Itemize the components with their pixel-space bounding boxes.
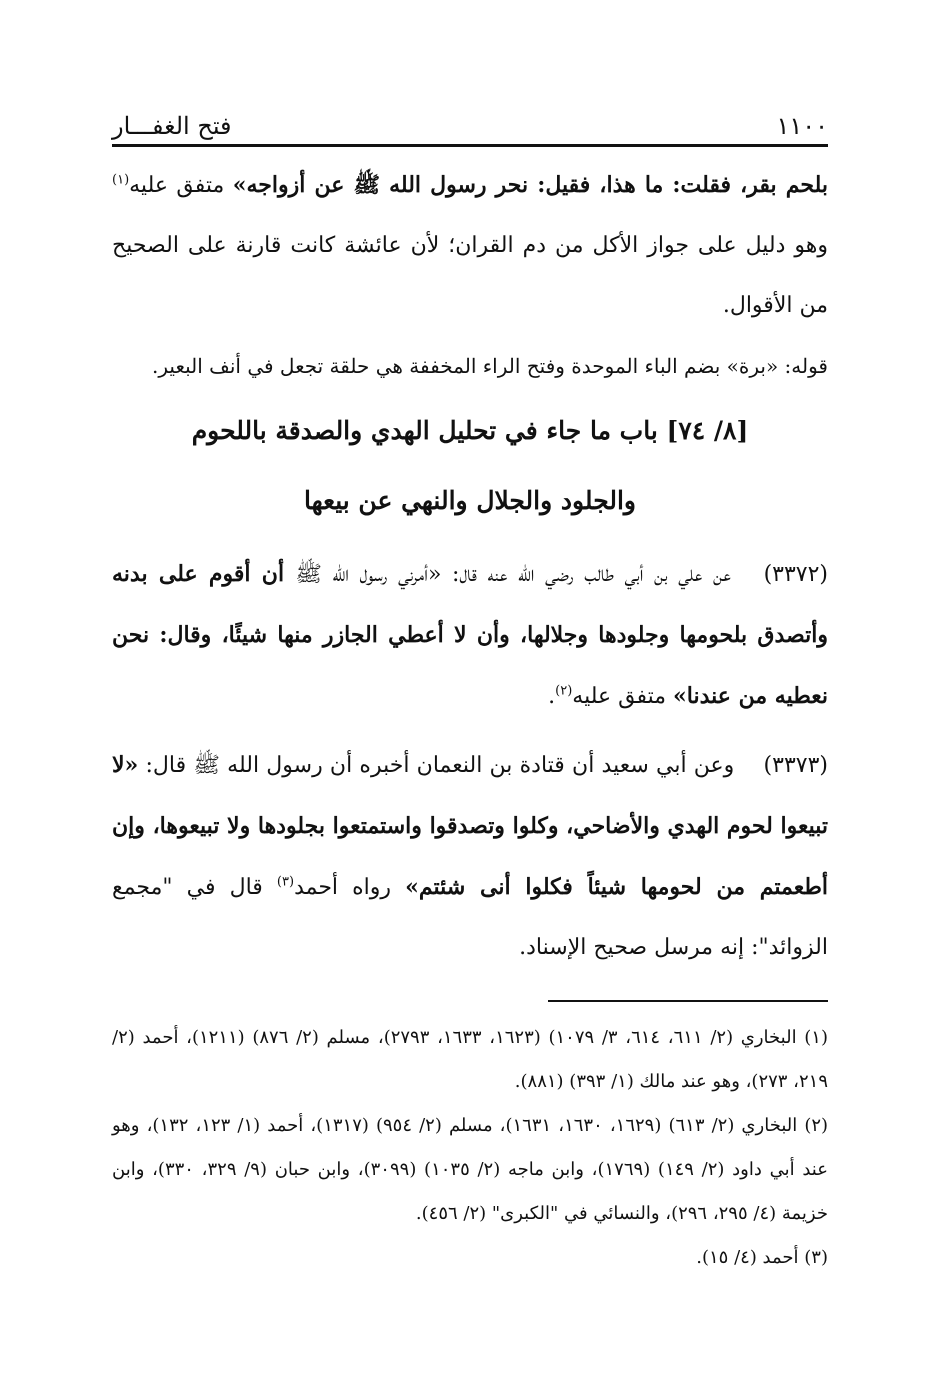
hadith-number: (٣٣٧٢): [763, 562, 829, 587]
hadith-intro: وعن أبي سعيد أن قتادة بن النعمان أخبره أن رسول الله ﷺ قال:: [138, 753, 735, 778]
chapter-heading-line-2: والجلود والجلال والنهي عن بيعها: [304, 486, 636, 515]
hadith-text: أن أقوم على بدنه وأتصدق بلحومها وجلودها وجلالها، وأن لا أعطي الجازر منها شيئًا، وقال: نحن نعطيه من عندنا»: [112, 561, 828, 709]
book-title: فتح الغفـــار: [112, 112, 232, 140]
commentary-text: قال في "مجمع الزوائد": إنه مرسل صحيح الإسناد.: [112, 875, 828, 960]
hadith-number: (٣٣٧٣): [763, 753, 828, 778]
footnote-ref-2: (٢): [555, 683, 573, 699]
footnote-2: (٢) البخاري (٢/ ٦١٣) (١٦٢٩، ١٦٣٠، ١٦٣١)، مسلم (٢/ ٩٥٤) (١٣١٧)، أحمد (١/ ١٢٣، ١٣٢)، وهو عند أبي داود (٢/ ١٤٩) (١٧٦٩)، وابن ماجه (٢/ ١٠٣٥) (٣٠٩٩)، وابن حبان (٩/ ٣٢٩، ٣٣٠)، وابن خزيمة (٤/ ٢٩٥، ٢٩٦)، والنسائي في "الكبرى" (٢/ ٤٥٦).: [112, 1115, 829, 1224]
document-page: [112, 100, 828, 1280]
page-header: [112, 100, 828, 147]
footnote-ref-1: (١): [112, 172, 130, 188]
chapter-heading-line-1: [٨/ ٧٤] باب ما جاء في تحليل الهدي والصدقة باللحوم: [191, 416, 749, 445]
source-text: رواه أحمد: [294, 875, 406, 900]
hadith-3373: [112, 735, 828, 978]
footnote-1: (١) البخاري (٢/ ٦١١، ٦١٤، ٣/ ١٠٧٩) (١٦٢٣، ١٦٣٣، ٢٧٩٣)، مسلم (٢/ ٨٧٦) (١٢١١)، أحمد (٢/ ٢١٩، ٢٧٣)، وهو عند مالك (١/ ٣٩٣) (٨٨١).: [112, 1027, 828, 1092]
page-number: ١١٠٠: [776, 112, 828, 140]
footnotes: [112, 1016, 828, 1280]
footnote-3: (٣) أحمد (٤/ ١٥).: [696, 1247, 828, 1268]
footnote-separator: [548, 1000, 828, 1002]
chapter-heading: [112, 396, 828, 536]
hadith-intro: عن علي بن أبي طالب رضي الله عنه قال: «أمرني رسول الله ﷺ: [295, 562, 731, 587]
paragraph-1: [112, 155, 828, 336]
footnote-ref-3: (٣): [276, 874, 295, 890]
hadith-3372: [112, 544, 828, 727]
hadith-continuation: بلحم بقر، فقلت: ما هذا، فقيل: نحر رسول الله ﷺ عن أزواجه»: [232, 172, 829, 198]
hadith-text: «لا تبيعوا لحوم الهدي والأضاحي، وكلوا وتصدقوا واستمتعوا بجلودها ولا تبيعوها، وإن أطعمتم من لحومها شيئاً فكلوا أنى شئتم»: [112, 752, 828, 900]
word-note: قوله: «برة» بضم الباء الموحدة وفتح الراء المخففة هي حلقة تجعل في أنف البعير.: [152, 354, 828, 378]
grading-text: متفق عليه: [129, 173, 233, 198]
commentary-text: وهو دليل على جواز الأكل من دم القران؛ لأن عائشة كانت قارنة على الصحيح من الأقوال.: [112, 233, 828, 318]
grading-text: متفق عليه: [572, 684, 674, 709]
sentence-end: .: [548, 684, 556, 709]
